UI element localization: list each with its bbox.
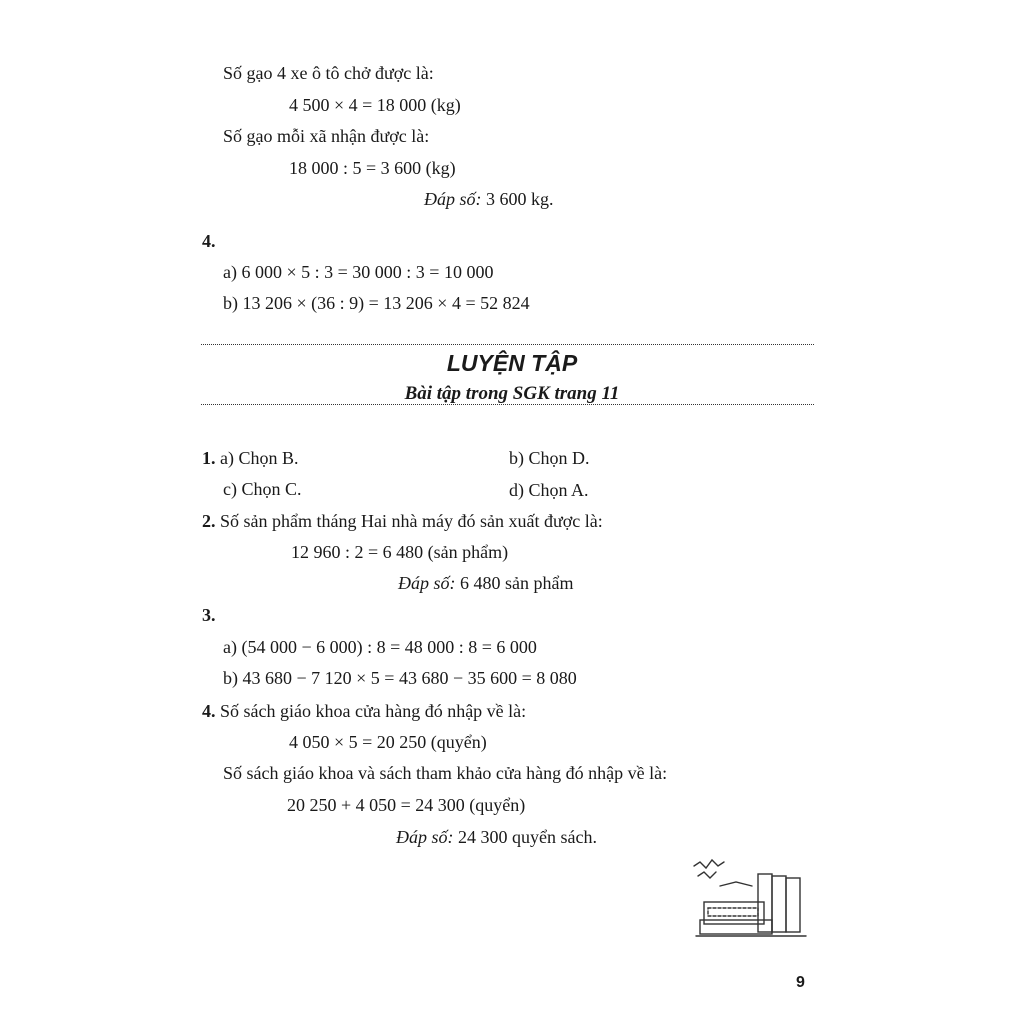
top-answer: [424, 190, 554, 208]
top-line-1: Số gạo 4 xe ô tô chở được là:: [223, 63, 434, 83]
answer-value: 3 600 kg.: [486, 189, 554, 209]
prev-ex4-number: 4.: [202, 231, 216, 251]
page-number: 9: [796, 974, 805, 991]
ex1-b: b) Chọn D.: [509, 448, 590, 468]
ex3-b: b) 43 680 − 7 120 × 5 = 43 680 − 35 600 = 8 080: [223, 668, 577, 688]
answer-label: Đáp số:: [398, 573, 456, 593]
books-illustration: [690, 856, 814, 940]
section-rule-bottom: [201, 404, 814, 405]
answer-value: 6 480 sản phẩm: [460, 573, 574, 593]
ex1-a-text: a) Chọn B.: [220, 448, 299, 468]
section-rule-top: [201, 344, 814, 345]
ex4-text-body: Số sách giáo khoa cửa hàng đó nhập về là:: [220, 701, 527, 721]
ex2-answer: [398, 574, 573, 592]
ex4-text: [202, 702, 526, 720]
ex4-answer: [396, 828, 597, 846]
prev-ex4-b: b) 13 206 × (36 : 9) = 13 206 × 4 = 52 824: [223, 293, 530, 313]
section-subtitle: Bài tập trong SGK trang 11: [404, 383, 620, 404]
top-calc-2: 18 000 : 5 = 3 600 (kg): [289, 158, 456, 178]
ex2-text-body: Số sản phẩm tháng Hai nhà máy đó sản xuất được là:: [220, 511, 603, 531]
ex2-number: 2.: [202, 511, 216, 531]
ex1-number: 1.: [202, 448, 216, 468]
answer-value: 24 300 quyển sách.: [458, 827, 597, 847]
answer-label: Đáp số:: [424, 189, 482, 209]
ex2-calc: 12 960 : 2 = 6 480 (sản phẩm): [291, 542, 509, 562]
top-calc-1: 4 500 × 4 = 18 000 (kg): [289, 95, 461, 115]
ex1-d: d) Chọn A.: [509, 480, 589, 500]
ex2-text: [202, 512, 603, 530]
section-title: LUYỆN TẬP: [446, 350, 578, 376]
top-line-2: Số gạo mỗi xã nhận được là:: [223, 126, 430, 146]
ex3-a: a) (54 000 − 6 000) : 8 = 48 000 : 8 = 6 000: [223, 637, 537, 657]
ex1-a: [202, 449, 299, 467]
ex4-calc-2: 20 250 + 4 050 = 24 300 (quyển): [287, 795, 526, 815]
ex3-number: 3.: [202, 605, 216, 625]
ex1-c: c) Chọn C.: [223, 479, 302, 499]
prev-ex4-a: a) 6 000 × 5 : 3 = 30 000 : 3 = 10 000: [223, 262, 494, 282]
answer-label: Đáp số:: [396, 827, 454, 847]
ex4-number: 4.: [202, 701, 216, 721]
ex4-text-2: Số sách giáo khoa và sách tham khảo cửa hàng đó nhập về là:: [223, 763, 668, 783]
ex4-calc-1: 4 050 × 5 = 20 250 (quyển): [289, 732, 487, 752]
